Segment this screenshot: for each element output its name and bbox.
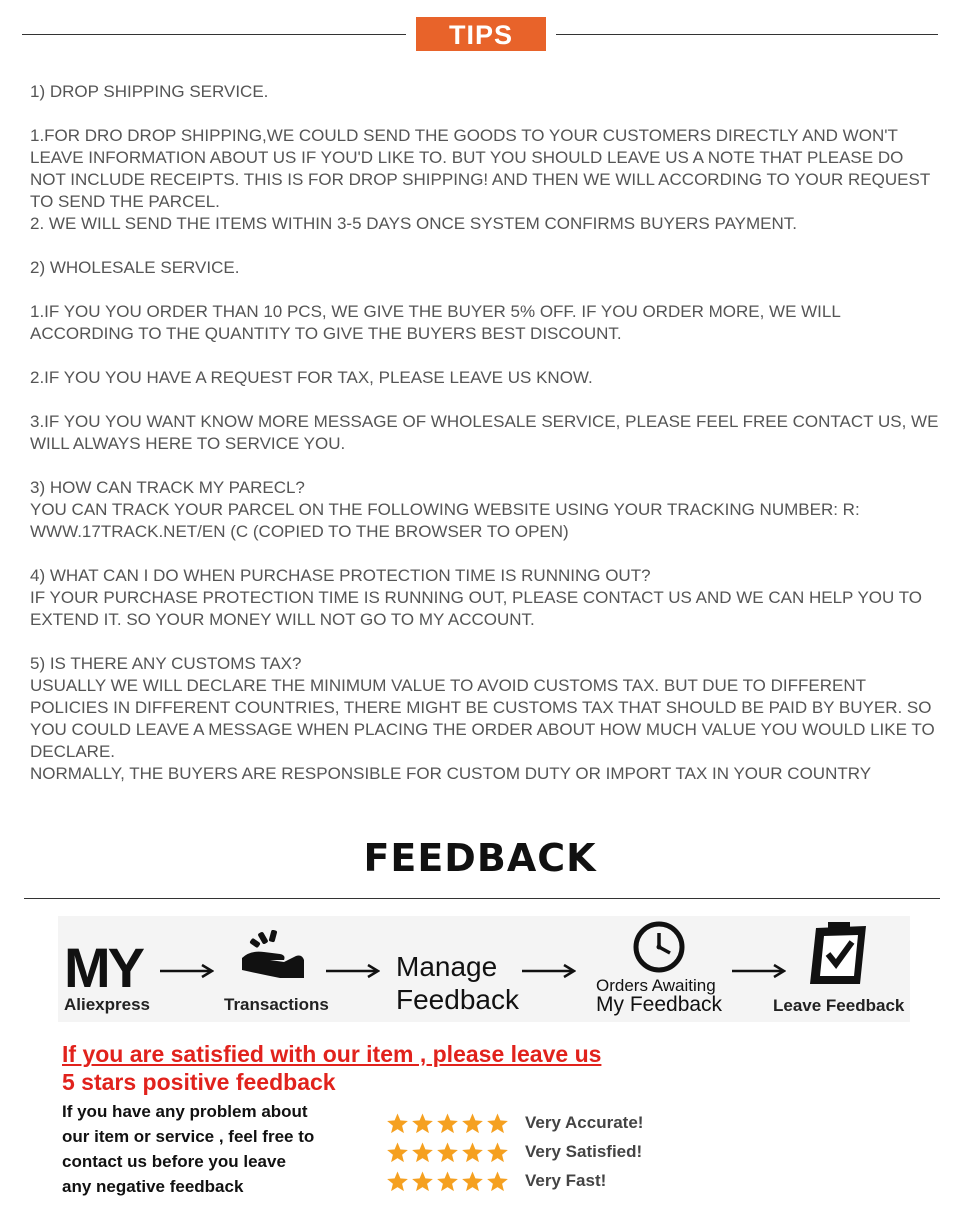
rating-label: Very Fast! [525, 1171, 607, 1190]
arrow-right-icon [326, 963, 380, 979]
help-line: If you have any problem about [62, 1102, 308, 1121]
hand-coins-icon [240, 930, 306, 980]
tips-paragraph: NORMALLY, THE BUYERS ARE RESPONSIBLE FOR CUSTOM DUTY OR IMPORT TAX IN YOUR COUNTRY [30, 764, 872, 783]
step-leave-feedback-label: Leave Feedback [773, 996, 905, 1015]
help-line: any negative feedback [62, 1177, 244, 1196]
arrow-right-icon [522, 963, 576, 979]
star-icon [461, 1170, 484, 1193]
star-icon [486, 1112, 509, 1135]
star-icon [436, 1141, 459, 1164]
rating-row-satisfied [386, 1139, 642, 1165]
tips-body [30, 81, 940, 785]
tips-section-title: 4) WHAT CAN I DO WHEN PURCHASE PROTECTION TIME IS RUNNING OUT? [30, 566, 651, 585]
tips-paragraph: 1.IF YOU YOU ORDER THAN 10 PCS, WE GIVE THE BUYER 5% OFF. IF YOU ORDER MORE, WE WILL ACCORDING TO THE QUANTITY TO GIVE THE BUYERS BEST DISCOUNT. [30, 302, 841, 343]
star-icon [411, 1141, 434, 1164]
star-icon [386, 1112, 409, 1135]
step-my-aliexpress-label: Aliexpress [64, 995, 150, 1014]
tips-section-title: 3) HOW CAN TRACK MY PARECL? [30, 478, 305, 497]
rating-row-accurate [386, 1110, 643, 1136]
clock-icon [630, 920, 688, 974]
star-icon [436, 1112, 459, 1135]
help-line: our item or service , feel free to [62, 1127, 315, 1146]
star-icon [411, 1112, 434, 1135]
step-orders-line2: My Feedback [596, 993, 723, 1016]
star-icon [486, 1170, 509, 1193]
star-icon [461, 1112, 484, 1135]
satisfied-heading-line1: If you are satisfied with our item , please leave us [62, 1041, 602, 1067]
rating-label: Very Satisfied! [525, 1142, 643, 1161]
tips-paragraph: 1.FOR DRO DROP SHIPPING,WE COULD SEND THE GOODS TO YOUR CUSTOMERS DIRECTLY AND WON'T LEAVE INFORMATION ABOUT US IF YOU'D LIKE TO. BUT YOU SHOULD LEAVE US A NOTE THAT PLEASE DO NOT INCLUDE RECEIPTS. THIS IS FOR DROP SHIPPING! AND THEN WE WILL ACCORDING TO YOUR REQUEST TO SEND THE PARCEL. [30, 126, 930, 211]
tips-paragraph: 3.IF YOU YOU WANT KNOW MORE MESSAGE OF WHOLESALE SERVICE, PLEASE FEEL FREE CONTACT US, WE WILL ALWAYS HERE TO SERVICE YOU. [30, 412, 939, 453]
tips-section-title: 5) IS THERE ANY CUSTOMS TAX? [30, 654, 302, 673]
tips-divider-right [556, 34, 938, 35]
arrow-right-icon [732, 963, 786, 979]
five-stars [386, 1141, 509, 1164]
star-icon [461, 1141, 484, 1164]
five-stars [386, 1112, 509, 1135]
feedback-title: FEEDBACK [363, 836, 597, 880]
star-icon [436, 1170, 459, 1193]
star-icon [486, 1141, 509, 1164]
rating-row-fast [386, 1168, 606, 1194]
tips-section-title: 2) WHOLESALE SERVICE. [30, 258, 240, 277]
step-transactions-label: Transactions [224, 995, 329, 1014]
step-my-logo: MY [64, 936, 142, 999]
satisfied-heading-line2: 5 stars positive feedback [62, 1069, 336, 1095]
tips-paragraph: YOU CAN TRACK YOUR PARCEL ON THE FOLLOWING WEBSITE USING YOUR TRACKING NUMBER: R: WWW.17TRACK.NET/EN (C (COPIED TO THE BROWSER TO OPEN) [30, 500, 860, 541]
tips-paragraph: IF YOUR PURCHASE PROTECTION TIME IS RUNNING OUT, PLEASE CONTACT US AND WE CAN HELP YOU TO EXTEND IT. SO YOUR MONEY WILL NOT GO TO MY ACCOUNT. [30, 588, 923, 629]
step-manage-line2: Feedback [396, 984, 519, 1015]
tips-paragraph: 2.IF YOU YOU HAVE A REQUEST FOR TAX, PLEASE LEAVE US KNOW. [30, 368, 593, 387]
tips-paragraph: USUALLY WE WILL DECLARE THE MINIMUM VALUE TO AVOID CUSTOMS TAX. BUT DUE TO DIFFERENT POLICIES IN DIFFERENT COUNTRIES, THERE MIGHT BE CUSTOMS TAX THAT SHOULD BE PAID BY BUYER. SO YOU COULD LEAVE A MESSAGE WHEN PLACING THE ORDER ABOUT HOW MUCH VALUE YOU WOULD LIKE TO DECLARE. [30, 676, 935, 761]
tips-badge: TIPS [416, 17, 546, 51]
contact-before-negative-text [62, 1099, 362, 1199]
feedback-divider [24, 898, 940, 899]
star-icon [386, 1170, 409, 1193]
star-icon [386, 1141, 409, 1164]
tips-divider-left [22, 34, 406, 35]
five-stars [386, 1170, 509, 1193]
rating-label: Very Accurate! [525, 1113, 644, 1132]
help-line: contact us before you leave [62, 1152, 286, 1171]
satisfied-heading [62, 1040, 601, 1096]
step-orders-line1: Orders Awaiting [596, 976, 716, 995]
step-manage-line1: Manage [396, 951, 498, 982]
arrow-right-icon [160, 963, 214, 979]
tips-section-title: 1) DROP SHIPPING SERVICE. [30, 82, 269, 101]
checklist-clipboard-icon [804, 920, 870, 988]
star-icon [411, 1170, 434, 1193]
tips-paragraph: 2. WE WILL SEND THE ITEMS WITHIN 3-5 DAYS ONCE SYSTEM CONFIRMS BUYERS PAYMENT. [30, 214, 797, 233]
step-manage-feedback [396, 950, 519, 1016]
